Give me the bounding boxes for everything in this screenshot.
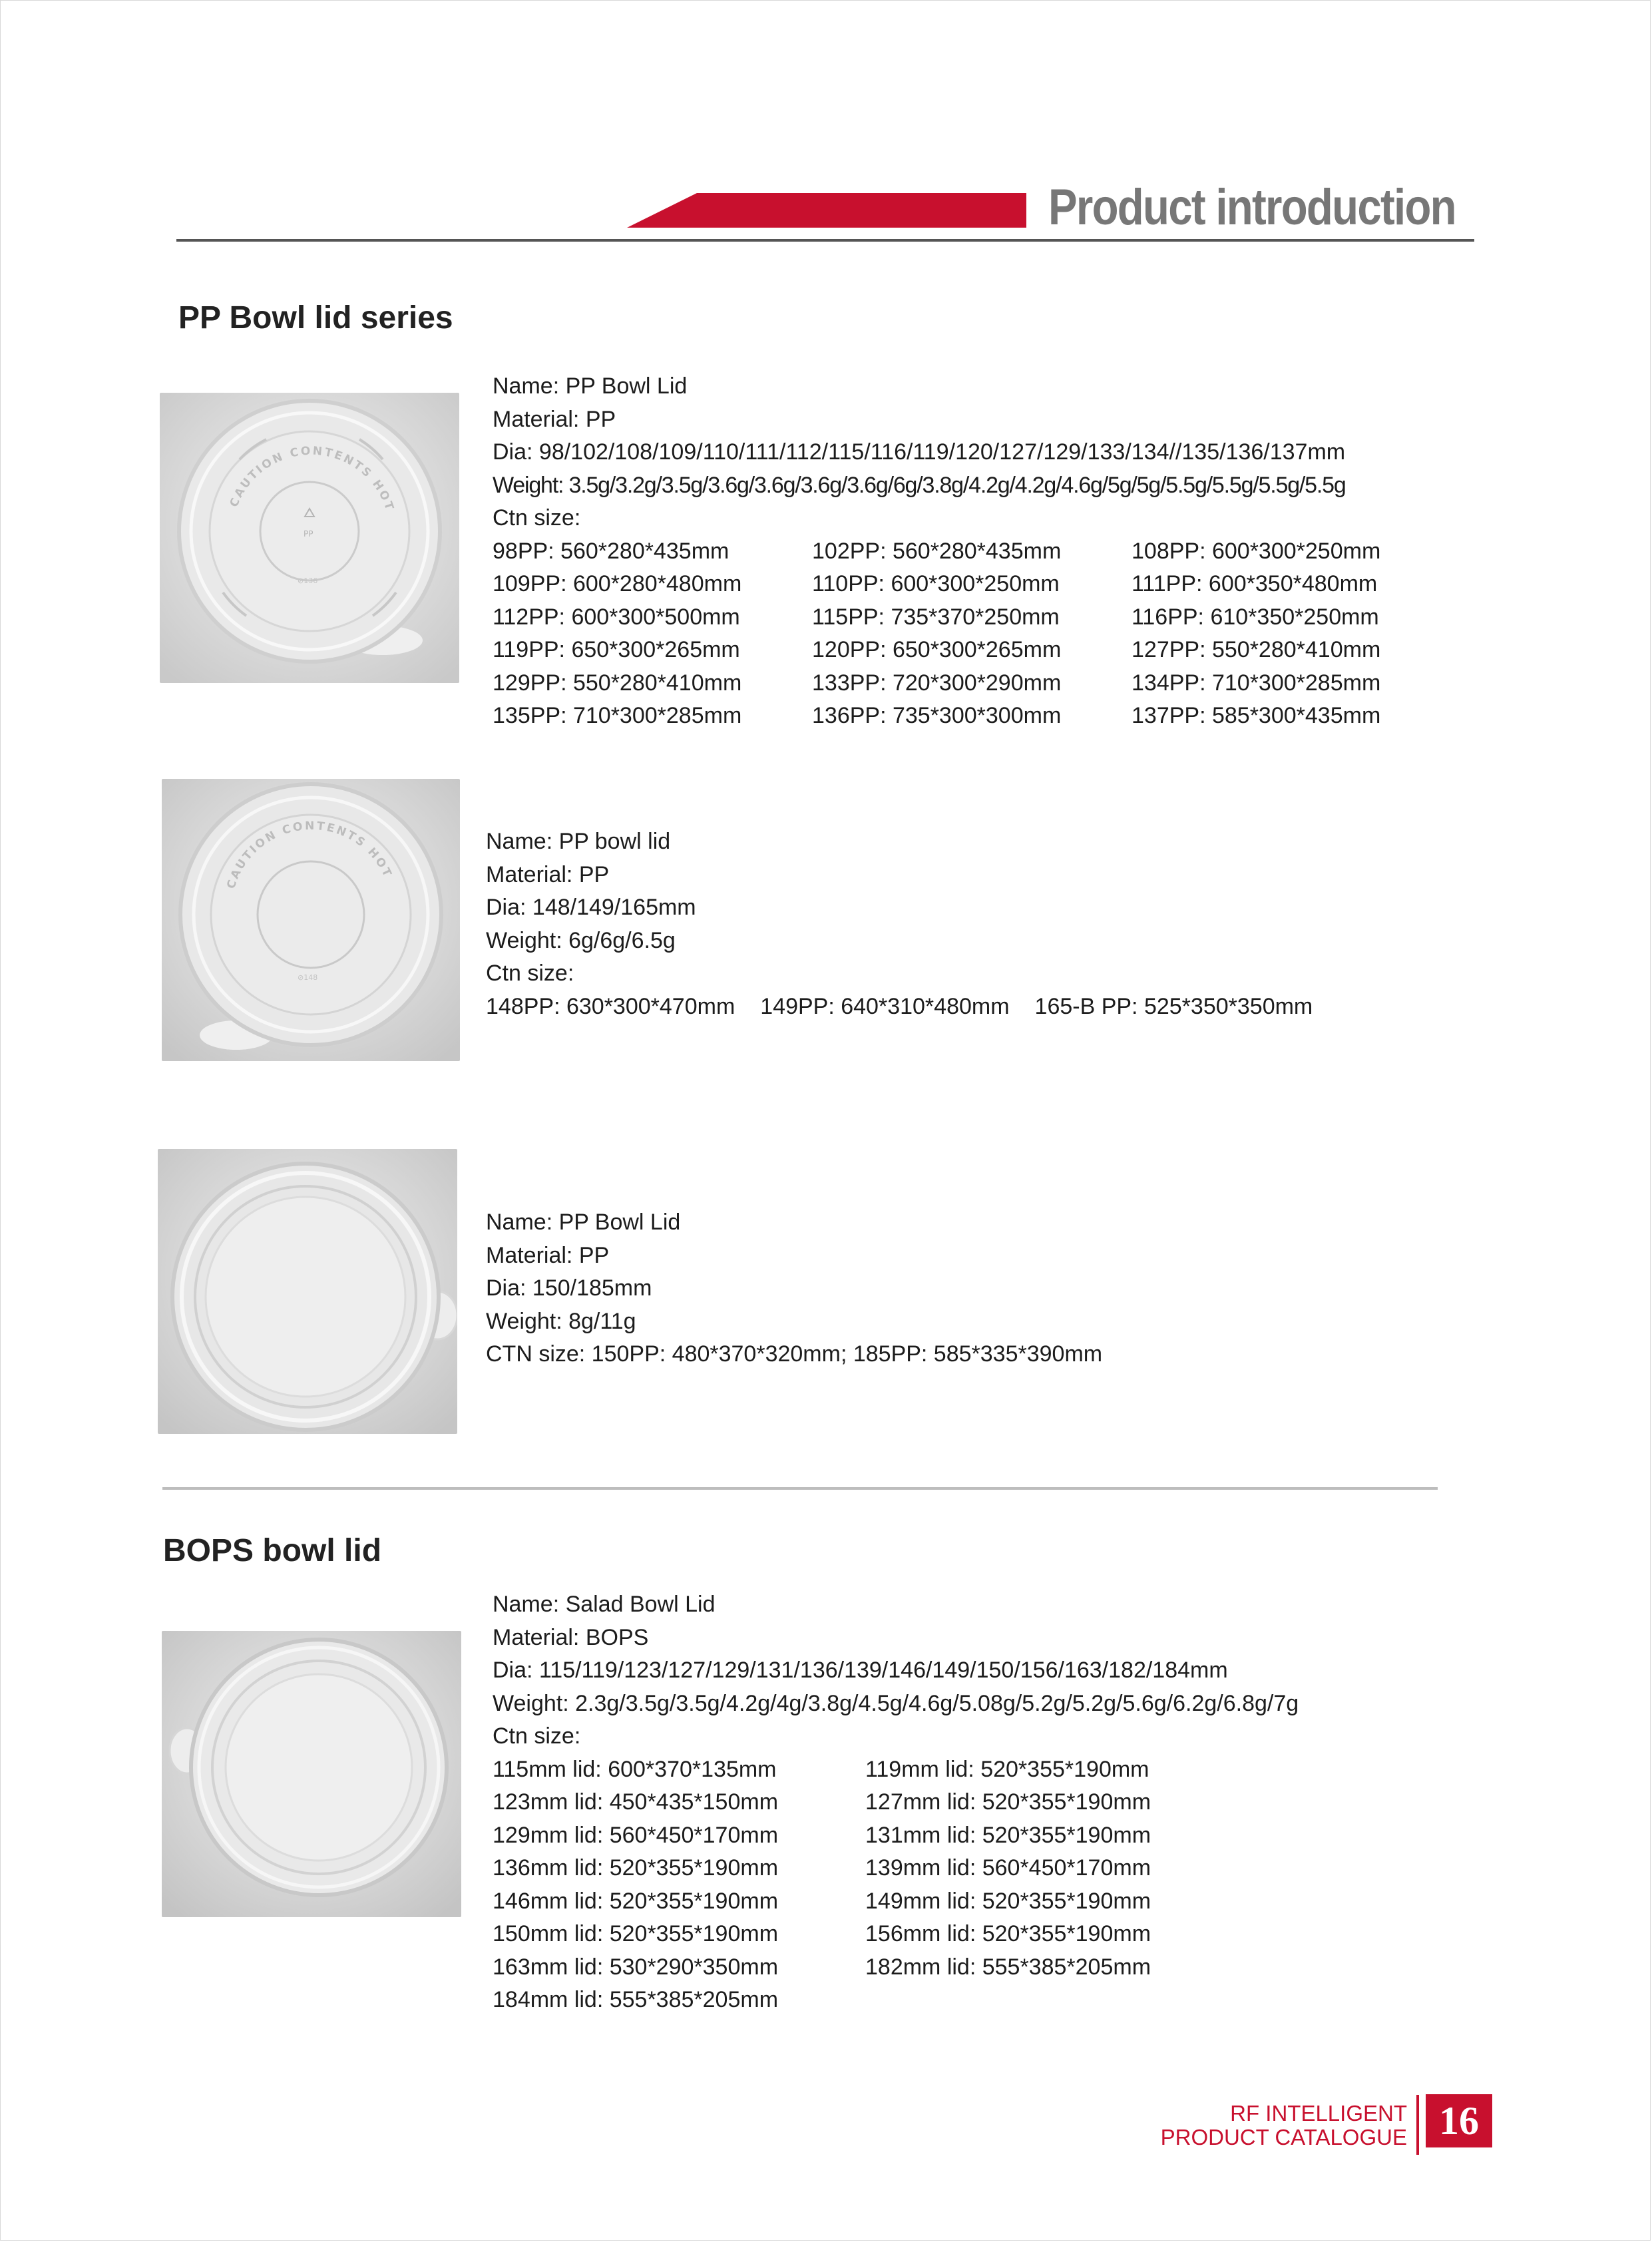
header-rule <box>176 239 1474 242</box>
lid-material-mark: PP <box>304 529 313 539</box>
lid-embossing-text: CAUTION CONTENTS HOT <box>224 819 395 891</box>
ctn-size-item: 136mm lid: 520*355*190mm <box>493 1855 779 1881</box>
ctn-size-item: 112PP: 600*300*500mm <box>493 604 740 630</box>
product-weight: Weight: 3.5g/3.2g/3.5g/3.6g/3.6g/3.6g/3.6g/6g/3.8g/4.2g/4.2g/4.6g/5g/5g/5.5g/5.5g/5.5g/5.5g <box>493 472 1346 498</box>
ctn-size-item: 115PP: 735*370*250mm <box>812 604 1060 630</box>
page-title: Product introduction <box>1048 179 1456 236</box>
product-name: Name: PP bowl lid <box>486 829 671 854</box>
svg-text:⊘136: ⊘136 <box>298 576 318 585</box>
product-photo-pp-bowl-lid-3 <box>158 1149 457 1434</box>
ctn-size-item: 127mm lid: 520*355*190mm <box>865 1789 1151 1815</box>
ctn-size-item: 136PP: 735*300*300mm <box>812 703 1062 728</box>
section-title-bops-bowl-lid: BOPS bowl lid <box>163 1533 382 1568</box>
page-number: 16 <box>1426 2094 1492 2147</box>
ctn-size-item: 137PP: 585*300*435mm <box>1132 703 1381 728</box>
ctn-size-item: 120PP: 650*300*265mm <box>812 637 1062 662</box>
product-material: Material: PP <box>486 1242 610 1268</box>
ctn-size-item: 111PP: 600*350*480mm <box>1132 571 1378 596</box>
ctn-size-item: 139mm lid: 560*450*170mm <box>865 1855 1151 1881</box>
ctn-size-label: Ctn size: <box>486 961 574 986</box>
product-info-salad-bowl-lid <box>493 1588 1299 2017</box>
ctn-size-row <box>486 991 1338 1024</box>
product-dia: Dia: 148/149/165mm <box>486 895 696 920</box>
product-material: Material: PP <box>486 861 610 887</box>
product-weight: Weight: 2.3g/3.5g/3.5g/4.2g/4g/3.8g/4.5g/4.6g/5.08g/5.2g/5.2g/5.6g/6.2g/6.8g/7g <box>493 1690 1299 1716</box>
product-weight: Weight: 8g/11g <box>486 1308 636 1334</box>
lid-embossing-text: CAUTION CONTENTS HOT <box>227 444 397 514</box>
footer-line-2: PRODUCT CATALOGUE <box>1160 2125 1407 2149</box>
product-photo-pp-bowl-lid-1 <box>160 393 459 683</box>
ctn-size-item: 119mm lid: 520*355*190mm <box>865 1756 1149 1782</box>
product-dia: Dia: 115/119/123/127/129/131/136/139/146/149/150/156/163/182/184mm <box>493 1658 1228 1683</box>
section-divider <box>162 1487 1438 1490</box>
product-dia: Dia: 98/102/108/109/110/111/112/115/116/119/120/127/129/133/134//135/136/137mm <box>493 439 1346 465</box>
ctn-size-item: 123mm lid: 450*435*150mm <box>493 1789 779 1815</box>
footer-line-1: RF INTELLIGENT <box>1230 2101 1407 2126</box>
ctn-size-item: 150mm lid: 520*355*190mm <box>493 1921 779 1946</box>
ctn-size-item: 108PP: 600*300*250mm <box>1132 538 1381 564</box>
product-name: Name: PP Bowl Lid <box>493 373 688 399</box>
product-dia: Dia: 150/185mm <box>486 1275 652 1301</box>
ctn-size-item: 119PP: 650*300*265mm <box>493 637 740 662</box>
ctn-size-item: 115mm lid: 600*370*135mm <box>493 1756 777 1782</box>
ctn-size-item: 146mm lid: 520*355*190mm <box>493 1888 779 1914</box>
ctn-size-item: 182mm lid: 555*385*205mm <box>865 1954 1151 1980</box>
ctn-size-item: 165-B PP: 525*350*350mm <box>1034 993 1313 1019</box>
ctn-size-label: Ctn size: <box>493 505 581 531</box>
product-info-pp-bowl-lid-2 <box>486 825 1338 1023</box>
ctn-size-item: 102PP: 560*280*435mm <box>812 538 1062 564</box>
ctn-size-grid <box>493 1753 1299 2017</box>
footer-divider-bar <box>1416 2095 1419 2155</box>
ctn-size-item: 184mm lid: 555*385*205mm <box>493 1987 779 2012</box>
ctn-size-item: 127PP: 550*280*410mm <box>1132 637 1381 662</box>
ctn-size-item: 98PP: 560*280*435mm <box>493 538 729 564</box>
product-info-pp-bowl-lid-1 <box>493 370 1451 733</box>
ctn-size-item: 149mm lid: 520*355*190mm <box>865 1888 1151 1914</box>
product-info-pp-bowl-lid-3 <box>486 1206 1102 1371</box>
ctn-size-item: 110PP: 600*300*250mm <box>812 571 1060 596</box>
ctn-size-label: Ctn size: <box>493 1723 581 1749</box>
ctn-size-item: 149PP: 640*310*480mm <box>760 993 1010 1019</box>
product-photo-salad-bowl-lid <box>162 1631 461 1917</box>
ctn-size-grid <box>493 535 1451 733</box>
ctn-size-item: 134PP: 710*300*285mm <box>1132 670 1381 696</box>
product-name: Name: Salad Bowl Lid <box>493 1592 716 1617</box>
ctn-size-item: 156mm lid: 520*355*190mm <box>865 1921 1151 1946</box>
product-weight: Weight: 6g/6g/6.5g <box>486 927 676 953</box>
ctn-size-line: CTN size: 150PP: 480*370*320mm; 185PP: 585*335*390mm <box>486 1341 1103 1367</box>
svg-text:⊘148: ⊘148 <box>298 973 318 982</box>
footer-brand <box>1161 2102 1407 2149</box>
ctn-size-item: 135PP: 710*300*285mm <box>493 703 742 728</box>
ctn-size-item: 148PP: 630*300*470mm <box>486 993 735 1019</box>
ctn-size-item: 163mm lid: 530*290*350mm <box>493 1954 779 1980</box>
ctn-size-item: 116PP: 610*350*250mm <box>1132 604 1379 630</box>
ctn-size-item: 129mm lid: 560*450*170mm <box>493 1822 779 1848</box>
product-name: Name: PP Bowl Lid <box>486 1210 681 1235</box>
product-material: Material: BOPS <box>493 1624 649 1650</box>
header-accent-bar <box>627 193 1026 228</box>
ctn-size-item: 129PP: 550*280*410mm <box>493 670 742 696</box>
section-title-pp-bowl-lid: PP Bowl lid series <box>178 300 453 336</box>
ctn-size-item: 109PP: 600*280*480mm <box>493 571 742 596</box>
ctn-size-item: 133PP: 720*300*290mm <box>812 670 1062 696</box>
product-material: Material: PP <box>493 406 616 432</box>
ctn-size-item: 131mm lid: 520*355*190mm <box>865 1822 1151 1848</box>
product-photo-pp-bowl-lid-2 <box>162 779 460 1061</box>
